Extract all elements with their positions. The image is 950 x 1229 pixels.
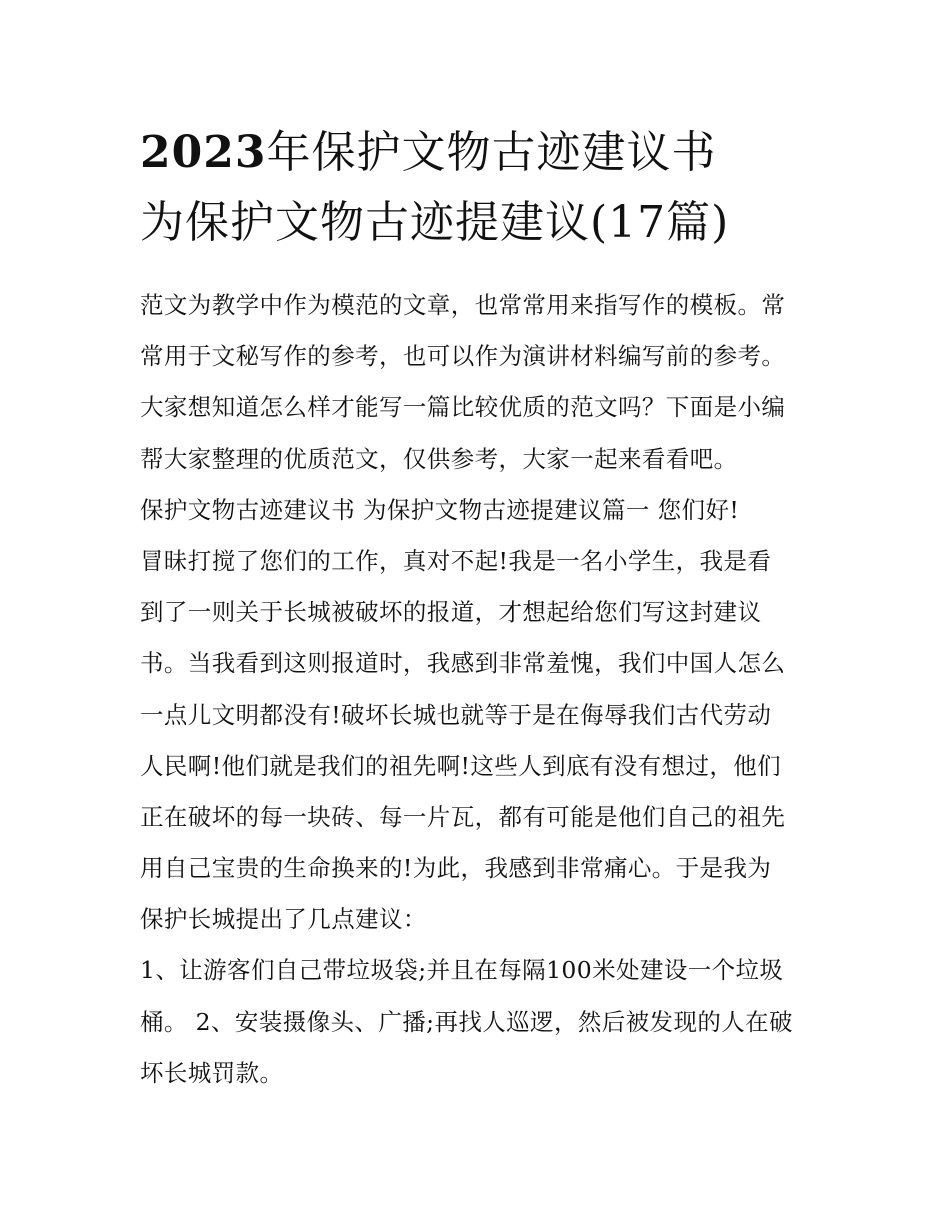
body-line: 冒昧打搅了您们的工作，真对不起!我是一名小学生，我是看: [140, 546, 772, 575]
body-line: 人民啊!他们就是我们的祖先啊!这些人到底有没有想过，他们: [140, 751, 782, 780]
body-line: 帮大家整理的优质范文，仅供参考，大家一起来看看吧。: [140, 444, 738, 473]
body-line: 保护长城提出了几点建议：: [140, 905, 427, 934]
body-line: 用自己宝贵的生命换来的!为此，我感到非常痛心。于是我为: [140, 854, 772, 883]
title-line-2: 为保护文物古迹提建议(17篇): [140, 197, 730, 248]
body-line: 常用于文秘写作的参考，也可以作为演讲材料编写前的参考。: [140, 342, 786, 371]
body-line: 桶。 2、安装摄像头、广播;再找人巡逻，然后被发现的人在破: [140, 1007, 793, 1036]
title-line-1: [140, 118, 840, 188]
body-line: 正在破坏的每一块砖、每一片瓦，都有可能是他们自己的祖先: [140, 802, 786, 831]
body-line: 到了一则关于长城被破坏的报道，才想起给您们写这封建议: [140, 598, 762, 627]
title-year: 2023: [140, 127, 267, 178]
body-line: 1、让游客们自己带垃圾袋;并且在每隔100米处建设一个垃圾: [140, 956, 784, 985]
body-line: 坏长城罚款。: [140, 1058, 284, 1087]
document-body: [140, 280, 820, 1099]
body-line: 范文为教学中作为模范的文章，也常常用来指写作的模板。常: [140, 291, 786, 319]
body-line: 大家想知道怎么样才能写一篇比较优质的范文吗？下面是小编: [140, 393, 786, 422]
title-line-1-text: 年保护文物古迹建议书: [266, 127, 717, 178]
body-line: 一点儿文明都没有!破坏长城也就等于是在侮辱我们古代劳动: [140, 700, 772, 729]
body-line: 保护文物古迹建议书 为保护文物古迹提建议篇一 您们好!: [140, 495, 740, 524]
document-title: [140, 118, 840, 258]
body-line: 书。当我看到这则报道时，我感到非常羞愧，我们中国人怎么: [140, 649, 786, 678]
